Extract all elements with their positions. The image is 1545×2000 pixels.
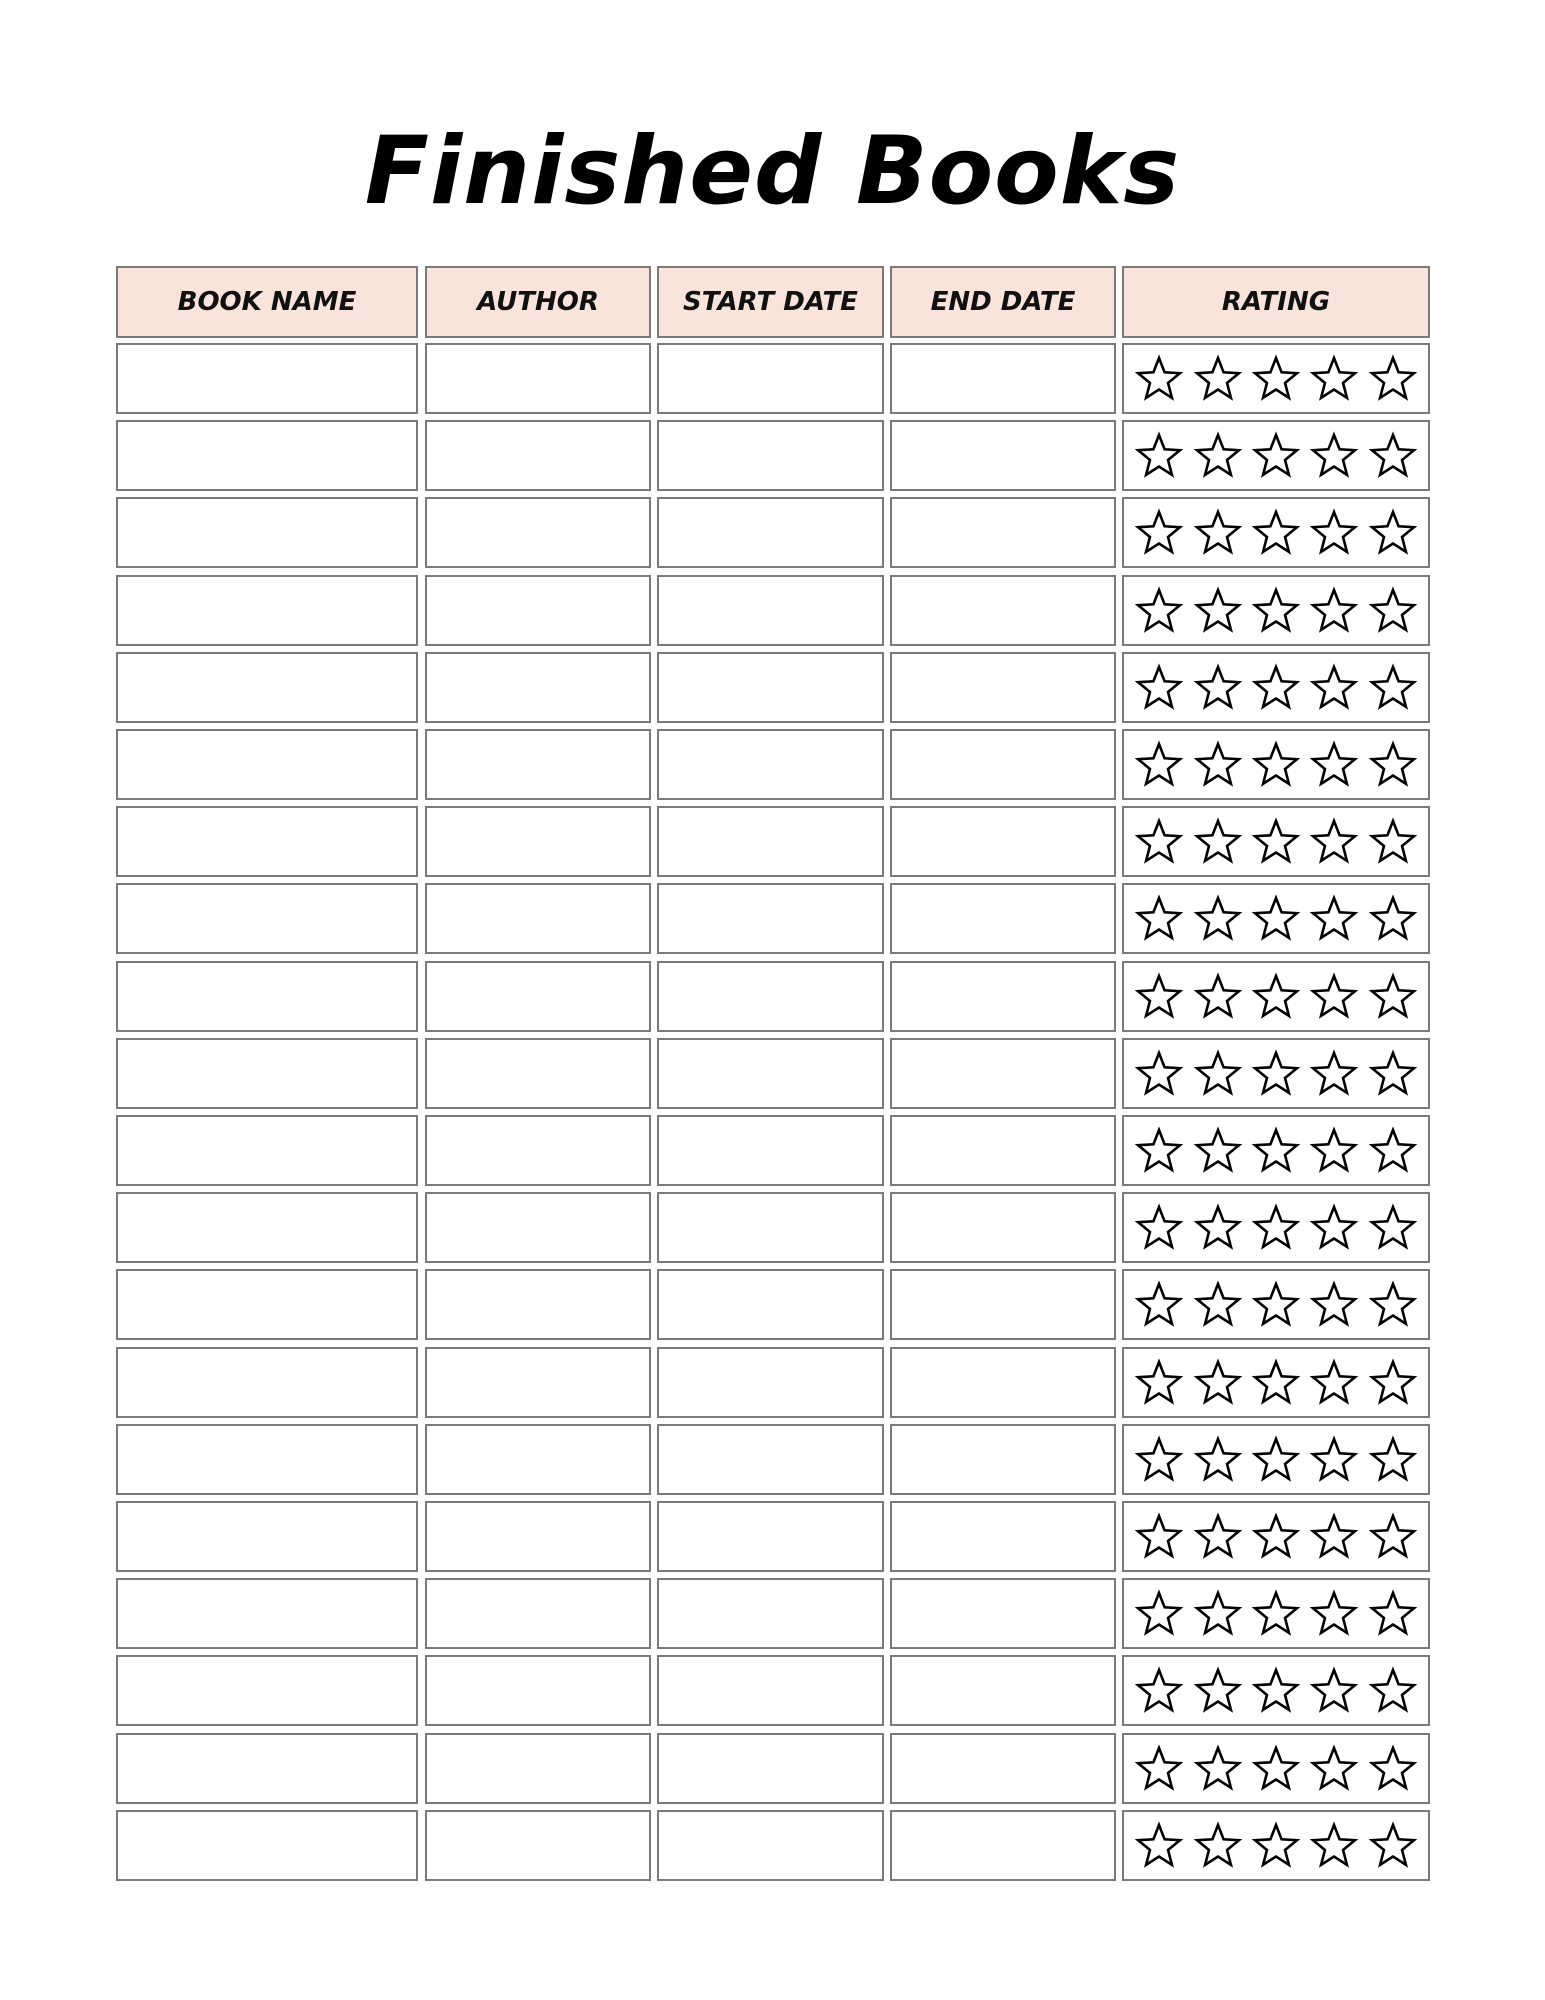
star-outline-icon[interactable] [1251,1744,1301,1794]
end-date-field[interactable] [890,1424,1116,1495]
author-field[interactable] [425,1578,651,1649]
star-outline-icon[interactable] [1193,586,1243,636]
star-outline-icon[interactable] [1251,1358,1301,1408]
rating-cell [1122,343,1430,414]
start-date-field[interactable] [657,343,884,414]
star-outline-icon[interactable] [1251,740,1301,790]
star-outline-icon[interactable] [1368,1280,1418,1330]
star-outline-icon[interactable] [1368,1744,1418,1794]
rating-cell [1122,1733,1430,1804]
star-outline-icon[interactable] [1251,1126,1301,1176]
author-field[interactable] [425,1733,651,1804]
star-outline-icon[interactable] [1309,508,1359,558]
star-outline-icon[interactable] [1134,740,1184,790]
end-date-field[interactable] [890,883,1116,954]
star-outline-icon[interactable] [1368,586,1418,636]
end-date-field[interactable] [890,729,1116,800]
start-date-field[interactable] [657,652,884,723]
end-date-field[interactable] [890,806,1116,877]
end-date-field[interactable] [890,1810,1116,1881]
book-name-field[interactable] [116,961,418,1032]
end-date-field[interactable] [890,1655,1116,1726]
star-outline-icon[interactable] [1251,894,1301,944]
book-name-field[interactable] [116,1810,418,1881]
book-name-field[interactable] [116,1347,418,1418]
star-outline-icon[interactable] [1251,1512,1301,1562]
start-date-field[interactable] [657,806,884,877]
column-header-end-date: END DATE [890,266,1116,338]
column-header-author: AUTHOR [425,266,651,338]
end-date-field[interactable] [890,575,1116,646]
star-outline-icon[interactable] [1193,663,1243,713]
start-date-field[interactable] [657,1501,884,1572]
star-outline-icon[interactable] [1309,586,1359,636]
star-outline-icon[interactable] [1193,1126,1243,1176]
star-outline-icon[interactable] [1251,1666,1301,1716]
book-name-field[interactable] [116,1115,418,1186]
author-field[interactable] [425,1115,651,1186]
rating-cell [1122,1192,1430,1263]
star-outline-icon[interactable] [1134,1049,1184,1099]
rating-cell [1122,806,1430,877]
page-title: Finished Books [364,117,1181,226]
star-outline-icon[interactable] [1134,1589,1184,1639]
star-outline-icon[interactable] [1134,508,1184,558]
author-field[interactable] [425,420,651,491]
start-date-field[interactable] [657,1115,884,1186]
star-outline-icon[interactable] [1368,1589,1418,1639]
star-outline-icon[interactable] [1309,1744,1359,1794]
star-outline-icon[interactable] [1134,1126,1184,1176]
star-outline-icon[interactable] [1134,431,1184,481]
author-field[interactable] [425,1501,651,1572]
start-date-field[interactable] [657,1733,884,1804]
star-outline-icon[interactable] [1251,431,1301,481]
star-outline-icon[interactable] [1368,508,1418,558]
star-outline-icon[interactable] [1368,1666,1418,1716]
star-outline-icon[interactable] [1193,431,1243,481]
star-outline-icon[interactable] [1309,1203,1359,1253]
star-outline-icon[interactable] [1134,1435,1184,1485]
star-outline-icon[interactable] [1368,663,1418,713]
star-outline-icon[interactable] [1251,1049,1301,1099]
column-header-rating: RATING [1122,266,1430,338]
star-outline-icon[interactable] [1309,1821,1359,1871]
star-outline-icon[interactable] [1309,972,1359,1022]
star-outline-icon[interactable] [1134,586,1184,636]
star-outline-icon[interactable] [1134,1512,1184,1562]
book-name-field[interactable] [116,575,418,646]
star-outline-icon[interactable] [1251,1589,1301,1639]
rating-cell [1122,1810,1430,1881]
rating-cell [1122,652,1430,723]
start-date-field[interactable] [657,420,884,491]
star-outline-icon[interactable] [1309,1358,1359,1408]
star-outline-icon[interactable] [1134,663,1184,713]
book-name-field[interactable] [116,1501,418,1572]
rating-cell [1122,420,1430,491]
star-outline-icon[interactable] [1134,1744,1184,1794]
star-outline-icon[interactable] [1193,740,1243,790]
star-outline-icon[interactable] [1309,663,1359,713]
star-outline-icon[interactable] [1134,1203,1184,1253]
start-date-field[interactable] [657,1038,884,1109]
star-outline-icon[interactable] [1309,1049,1359,1099]
star-outline-icon[interactable] [1134,1666,1184,1716]
author-field[interactable] [425,1269,651,1340]
end-date-field[interactable] [890,1733,1116,1804]
book-name-field[interactable] [116,806,418,877]
star-outline-icon[interactable] [1309,1589,1359,1639]
star-outline-icon[interactable] [1193,354,1243,404]
start-date-field[interactable] [657,1810,884,1881]
rating-cell [1122,575,1430,646]
start-date-field[interactable] [657,1269,884,1340]
star-outline-icon[interactable] [1251,586,1301,636]
book-name-field[interactable] [116,343,418,414]
rating-cell [1122,497,1430,568]
author-field[interactable] [425,883,651,954]
rating-cell [1122,1578,1430,1649]
star-outline-icon[interactable] [1134,354,1184,404]
author-field[interactable] [425,497,651,568]
start-date-field[interactable] [657,575,884,646]
star-outline-icon[interactable] [1193,1049,1243,1099]
book-name-field[interactable] [116,1578,418,1649]
star-outline-icon[interactable] [1193,1435,1243,1485]
book-name-field[interactable] [116,1733,418,1804]
end-date-field[interactable] [890,420,1116,491]
star-outline-icon[interactable] [1193,1358,1243,1408]
end-date-field[interactable] [890,961,1116,1032]
rating-cell [1122,883,1430,954]
star-outline-icon[interactable] [1368,894,1418,944]
star-outline-icon[interactable] [1368,354,1418,404]
author-field[interactable] [425,1424,651,1495]
star-outline-icon[interactable] [1134,1358,1184,1408]
rating-cell [1122,1115,1430,1186]
start-date-field[interactable] [657,1347,884,1418]
start-date-field[interactable] [657,1424,884,1495]
star-outline-icon[interactable] [1309,354,1359,404]
start-date-field[interactable] [657,729,884,800]
end-date-field[interactable] [890,652,1116,723]
book-name-field[interactable] [116,1269,418,1340]
star-outline-icon[interactable] [1368,1821,1418,1871]
star-outline-icon[interactable] [1368,431,1418,481]
star-outline-icon[interactable] [1193,817,1243,867]
star-outline-icon[interactable] [1193,508,1243,558]
star-outline-icon[interactable] [1309,894,1359,944]
end-date-field[interactable] [890,1501,1116,1572]
start-date-field[interactable] [657,1578,884,1649]
star-outline-icon[interactable] [1193,1821,1243,1871]
author-field[interactable] [425,575,651,646]
star-outline-icon[interactable] [1251,1203,1301,1253]
author-field[interactable] [425,1038,651,1109]
rating-cell [1122,1501,1430,1572]
star-outline-icon[interactable] [1368,1512,1418,1562]
star-outline-icon[interactable] [1368,1049,1418,1099]
start-date-field[interactable] [657,961,884,1032]
end-date-field[interactable] [890,1578,1116,1649]
rating-cell [1122,729,1430,800]
star-outline-icon[interactable] [1251,1280,1301,1330]
column-header-book-name: BOOK NAME [116,266,418,338]
author-field[interactable] [425,343,651,414]
rating-cell [1122,1347,1430,1418]
star-outline-icon[interactable] [1368,972,1418,1022]
author-field[interactable] [425,652,651,723]
star-outline-icon[interactable] [1193,1203,1243,1253]
start-date-field[interactable] [657,1192,884,1263]
star-outline-icon[interactable] [1368,1203,1418,1253]
book-name-field[interactable] [116,420,418,491]
start-date-field[interactable] [657,1655,884,1726]
star-outline-icon[interactable] [1309,1280,1359,1330]
start-date-field[interactable] [657,497,884,568]
star-outline-icon[interactable] [1309,1512,1359,1562]
star-outline-icon[interactable] [1193,894,1243,944]
star-outline-icon[interactable] [1251,1435,1301,1485]
star-outline-icon[interactable] [1193,1512,1243,1562]
star-outline-icon[interactable] [1368,817,1418,867]
star-outline-icon[interactable] [1134,894,1184,944]
star-outline-icon[interactable] [1309,1126,1359,1176]
star-outline-icon[interactable] [1251,1821,1301,1871]
star-outline-icon[interactable] [1368,1435,1418,1485]
book-name-field[interactable] [116,883,418,954]
end-date-field[interactable] [890,343,1116,414]
star-outline-icon[interactable] [1368,1358,1418,1408]
star-outline-icon[interactable] [1134,1280,1184,1330]
end-date-field[interactable] [890,1115,1116,1186]
author-field[interactable] [425,1655,651,1726]
author-field[interactable] [425,961,651,1032]
star-outline-icon[interactable] [1309,740,1359,790]
column-header-start-date: START DATE [657,266,884,338]
star-outline-icon[interactable] [1309,431,1359,481]
star-outline-icon[interactable] [1368,1126,1418,1176]
start-date-field[interactable] [657,883,884,954]
star-outline-icon[interactable] [1134,1821,1184,1871]
book-name-field[interactable] [116,652,418,723]
star-outline-icon[interactable] [1193,1666,1243,1716]
star-outline-icon[interactable] [1251,663,1301,713]
star-outline-icon[interactable] [1309,1435,1359,1485]
star-outline-icon[interactable] [1368,740,1418,790]
star-outline-icon[interactable] [1193,1280,1243,1330]
rating-cell [1122,961,1430,1032]
end-date-field[interactable] [890,1347,1116,1418]
star-outline-icon[interactable] [1251,817,1301,867]
book-name-field[interactable] [116,729,418,800]
star-outline-icon[interactable] [1251,972,1301,1022]
star-outline-icon[interactable] [1193,972,1243,1022]
author-field[interactable] [425,1192,651,1263]
rating-cell [1122,1655,1430,1726]
star-outline-icon[interactable] [1251,354,1301,404]
book-name-field[interactable] [116,497,418,568]
star-outline-icon[interactable] [1193,1589,1243,1639]
end-date-field[interactable] [890,1192,1116,1263]
end-date-field[interactable] [890,1269,1116,1340]
star-outline-icon[interactable] [1251,508,1301,558]
star-outline-icon[interactable] [1134,972,1184,1022]
rating-cell [1122,1424,1430,1495]
end-date-field[interactable] [890,497,1116,568]
author-field[interactable] [425,1810,651,1881]
star-outline-icon[interactable] [1193,1744,1243,1794]
book-name-field[interactable] [116,1192,418,1263]
book-name-field[interactable] [116,1038,418,1109]
book-name-field[interactable] [116,1655,418,1726]
author-field[interactable] [425,806,651,877]
end-date-field[interactable] [890,1038,1116,1109]
author-field[interactable] [425,1347,651,1418]
rating-cell [1122,1269,1430,1340]
author-field[interactable] [425,729,651,800]
book-name-field[interactable] [116,1424,418,1495]
star-outline-icon[interactable] [1309,1666,1359,1716]
star-outline-icon[interactable] [1309,817,1359,867]
rating-cell [1122,1038,1430,1109]
star-outline-icon[interactable] [1134,817,1184,867]
